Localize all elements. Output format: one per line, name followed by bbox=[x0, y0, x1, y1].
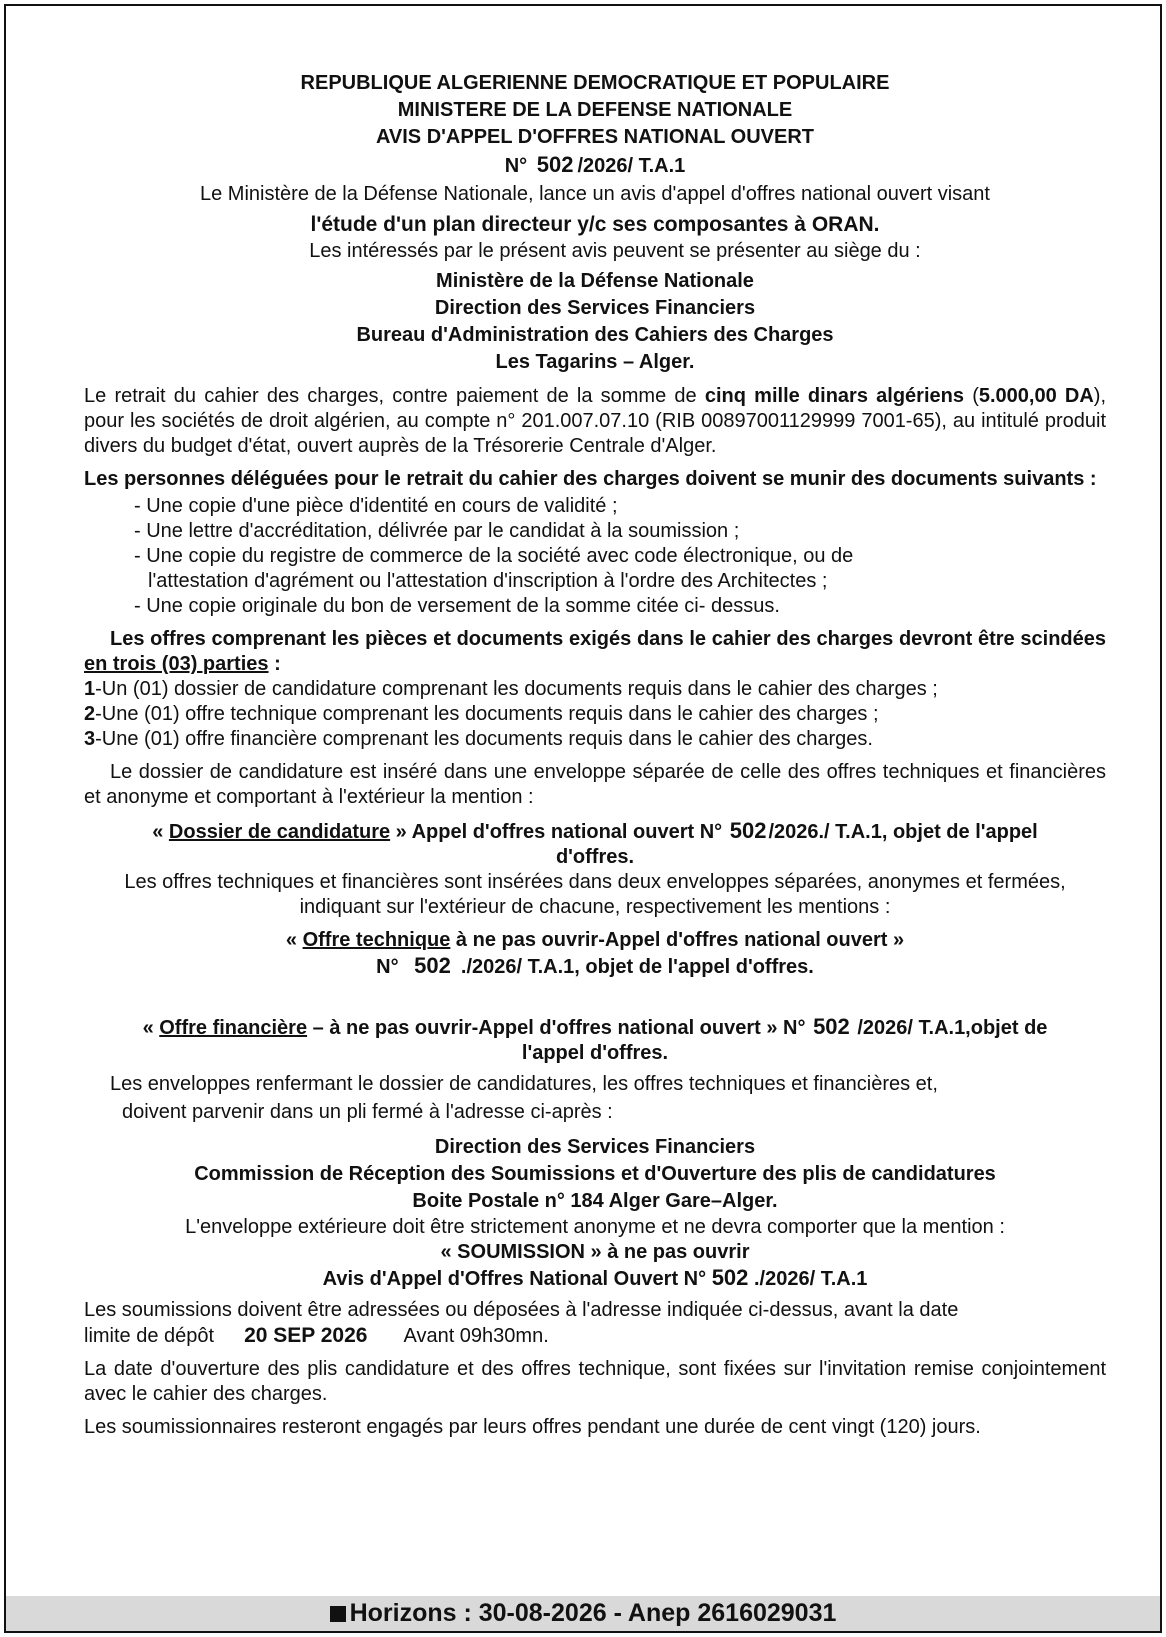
offers-title-text: Les offres comprenant les pièces et documents exigés dans le cahier des charges devront être scindées bbox=[110, 628, 1106, 650]
delegates-title: Les personnes déléguées pour le retrait du cahier des charges doivent se munir des documents suivants : bbox=[84, 468, 1097, 490]
envelopes-paragraph bbox=[84, 1070, 1106, 1126]
list-item bbox=[84, 727, 1106, 752]
soumission-avis-number: 502 bbox=[711, 1265, 749, 1290]
mention-technique-label: Offre technique bbox=[302, 929, 451, 951]
present-text: Les intéressés par le présent avis peuvent se présenter au siège du : bbox=[309, 240, 921, 262]
deadline-label: limite de dépôt bbox=[84, 1325, 215, 1347]
header-ministry: MINISTERE DE LA DEFENSE NATIONALE bbox=[397, 99, 793, 121]
list-item bbox=[84, 677, 1106, 702]
list-item: - Une copie du registre de commerce de la société avec code électronique, ou de bbox=[134, 545, 854, 567]
list-item bbox=[84, 702, 1106, 727]
mention-dossier-label: Dossier de candidature bbox=[168, 821, 391, 843]
address-line: Commission de Réception des Soumissions et d'Ouverture des plis de candidatures bbox=[194, 1163, 996, 1185]
item-text: -Une (01) offre technique comprenant les documents requis dans le cahier des charges ; bbox=[95, 703, 879, 725]
item-number: 3 bbox=[84, 728, 96, 750]
mention-dossier bbox=[84, 818, 1106, 870]
footer-text: Horizons : 30-08-2026 - Anep 2616029031 bbox=[349, 1599, 837, 1627]
square-bullet-icon bbox=[330, 1606, 346, 1622]
notice-number-value: 502 bbox=[536, 152, 574, 177]
mention-quote: « bbox=[285, 929, 303, 951]
mention-financiere bbox=[84, 1014, 1106, 1066]
soumission-mention: « SOUMISSION » à ne pas ouvrir bbox=[440, 1241, 750, 1263]
retrait-amount-words: cinq mille dinars algériens bbox=[704, 385, 964, 407]
notice-object: l'étude d'un plan directeur y/c ses composantes à ORAN. bbox=[310, 213, 880, 236]
mention-quote: « bbox=[142, 1017, 160, 1039]
candidature-envelope-text: Le dossier de candidature est inséré dans une enveloppe séparée de celle des offres techniques et financières et anonyme et comportant à l'extérieur la mention : bbox=[84, 761, 1106, 808]
address-block-1 bbox=[84, 268, 1106, 376]
retrait-paragraph bbox=[84, 384, 1106, 459]
mention-technique-number: 502 bbox=[414, 953, 451, 978]
deadline-line bbox=[84, 1323, 1106, 1349]
mention-financiere-label: Offre financière bbox=[159, 1017, 308, 1039]
offers-title-end: : bbox=[268, 653, 281, 675]
offers-title-underlined: en trois (03) parties bbox=[84, 653, 269, 675]
mention-dossier-end: /2026./ T.A.1, objet de l'appel bbox=[768, 821, 1038, 843]
delegates-list bbox=[134, 494, 1106, 619]
item-text: -Une (01) offre financière comprenant les documents requis dans le cahier des charges. bbox=[95, 728, 873, 750]
mention-financiere-line2: l'appel d'offres. bbox=[521, 1042, 669, 1064]
footer-bar bbox=[6, 1596, 1160, 1631]
spacer bbox=[84, 980, 1106, 1006]
intro-text: Le Ministère de la Défense Nationale, lance un avis d'appel d'offres national ouvert visant bbox=[200, 183, 990, 205]
mention-dossier-number: 502 bbox=[729, 818, 767, 843]
mention-financiere-number: 502 bbox=[813, 1014, 850, 1039]
opening-text: La date d'ouverture des plis candidature et des offres technique, sont fixées sur l'invitation remise conjointement avec le cahier des charges. bbox=[84, 1358, 1106, 1405]
retrait-paren: ( bbox=[972, 385, 979, 407]
header-republic: REPUBLIQUE ALGERIENNE DEMOCRATIQUE ET POPULAIRE bbox=[300, 72, 890, 94]
mention-technique-prefix: N° bbox=[376, 956, 399, 978]
offers-title bbox=[84, 627, 1106, 677]
mention-technique-end: ./2026/ T.A.1, objet de l'appel d'offres. bbox=[460, 956, 814, 978]
mention-dossier-text: » Appel d'offres national ouvert N° bbox=[390, 821, 723, 843]
list-item: l'attestation d'agrément ou l'attestation d'inscription à l'ordre des Architectes ; bbox=[148, 570, 828, 592]
item-text: -Un (01) dossier de candidature comprenant les documents requis dans le cahier des charges ; bbox=[95, 678, 938, 700]
list-item: - Une copie originale du bon de versement de la somme citée ci- dessus. bbox=[134, 595, 780, 617]
item-number: 1 bbox=[84, 678, 96, 700]
mention-technique bbox=[84, 928, 1106, 980]
header-notice-type: AVIS D'APPEL D'OFFRES NATIONAL OUVERT bbox=[375, 126, 815, 148]
mention-technique-text: à ne pas ouvrir-Appel d'offres national ouvert » bbox=[450, 929, 905, 951]
address-line: Direction des Services Financiers bbox=[434, 1136, 756, 1158]
address-line: Bureau d'Administration des Cahiers des Charges bbox=[356, 324, 834, 346]
deadline-text: Les soumissions doivent être adressées ou déposées à l'adresse indiquée ci-dessus, avant la date bbox=[84, 1299, 959, 1321]
notice-number bbox=[84, 151, 1106, 180]
envelopes-line: doivent parvenir dans un pli fermé à l'adresse ci-après : bbox=[122, 1101, 613, 1123]
retrait-amount-number: 5.000,00 DA bbox=[978, 385, 1094, 407]
mention-financiere-end: /2026/ T.A.1,objet de bbox=[857, 1017, 1048, 1039]
tech-fin-envelope-text: Les offres techniques et financières sont insérées dans deux enveloppes séparées, anonymes et fermées, indiquant sur l'extérieur de chacune, respectivement les mentions : bbox=[124, 871, 1066, 918]
list-item: - Une lettre d'accréditation, délivrée par le candidat à la soumission ; bbox=[134, 520, 740, 542]
deadline-date: 20 SEP 2026 bbox=[244, 1324, 368, 1347]
item-number: 2 bbox=[84, 703, 96, 725]
notice-number-prefix: N° bbox=[504, 155, 528, 177]
retrait-text: Le retrait du cahier des charges, contre paiement de la somme de bbox=[84, 385, 705, 407]
notice-number-suffix: /2026/ T.A.1 bbox=[577, 155, 686, 177]
soumission-avis-end: ./2026/ T.A.1 bbox=[753, 1268, 868, 1290]
envelopes-line: Les enveloppes renfermant le dossier de candidatures, les offres techniques et financières et, bbox=[110, 1073, 938, 1095]
address-line: Les Tagarins – Alger. bbox=[495, 351, 695, 373]
engagement-text: Les soumissionnaires resteront engagés par leurs offres pendant une durée de cent vingt (120) jours. bbox=[84, 1416, 981, 1438]
address-block-2 bbox=[84, 1134, 1106, 1215]
soumission-avis bbox=[84, 1265, 1106, 1292]
mention-dossier-line2: d'offres. bbox=[555, 846, 635, 868]
deadline-time: Avant 09h30mn. bbox=[403, 1325, 549, 1347]
address-line: Direction des Services Financiers bbox=[434, 297, 756, 319]
soumission-avis-prefix: Avis d'Appel d'Offres National Ouvert N° bbox=[322, 1268, 707, 1290]
list-item: - Une copie d'une pièce d'identité en cours de validité ; bbox=[134, 495, 618, 517]
deadline-paragraph bbox=[84, 1298, 1106, 1349]
retrait-text-2: ), pour les sociétés de droit algérien, au compte n° 201.007.07.10 (RIB 00897001129999 7001-65), au intitulé produit divers du budget d'état, ouvert auprès de la Trésorerie Centrale d'Alger. bbox=[84, 385, 1107, 457]
notice-body bbox=[84, 70, 1106, 1440]
mention-financiere-text: – à ne pas ouvrir-Appel d'offres national ouvert » N° bbox=[307, 1017, 806, 1039]
offers-list bbox=[84, 677, 1106, 752]
outer-envelope-text: L'enveloppe extérieure doit être strictement anonyme et ne devra comporter que la mention : bbox=[185, 1216, 1005, 1238]
mention-technique-line2 bbox=[84, 953, 1106, 980]
mention-quote: « bbox=[152, 821, 169, 843]
address-line: Ministère de la Défense Nationale bbox=[436, 270, 754, 292]
address-line: Boite Postale n° 184 Alger Gare–Alger. bbox=[412, 1190, 778, 1212]
